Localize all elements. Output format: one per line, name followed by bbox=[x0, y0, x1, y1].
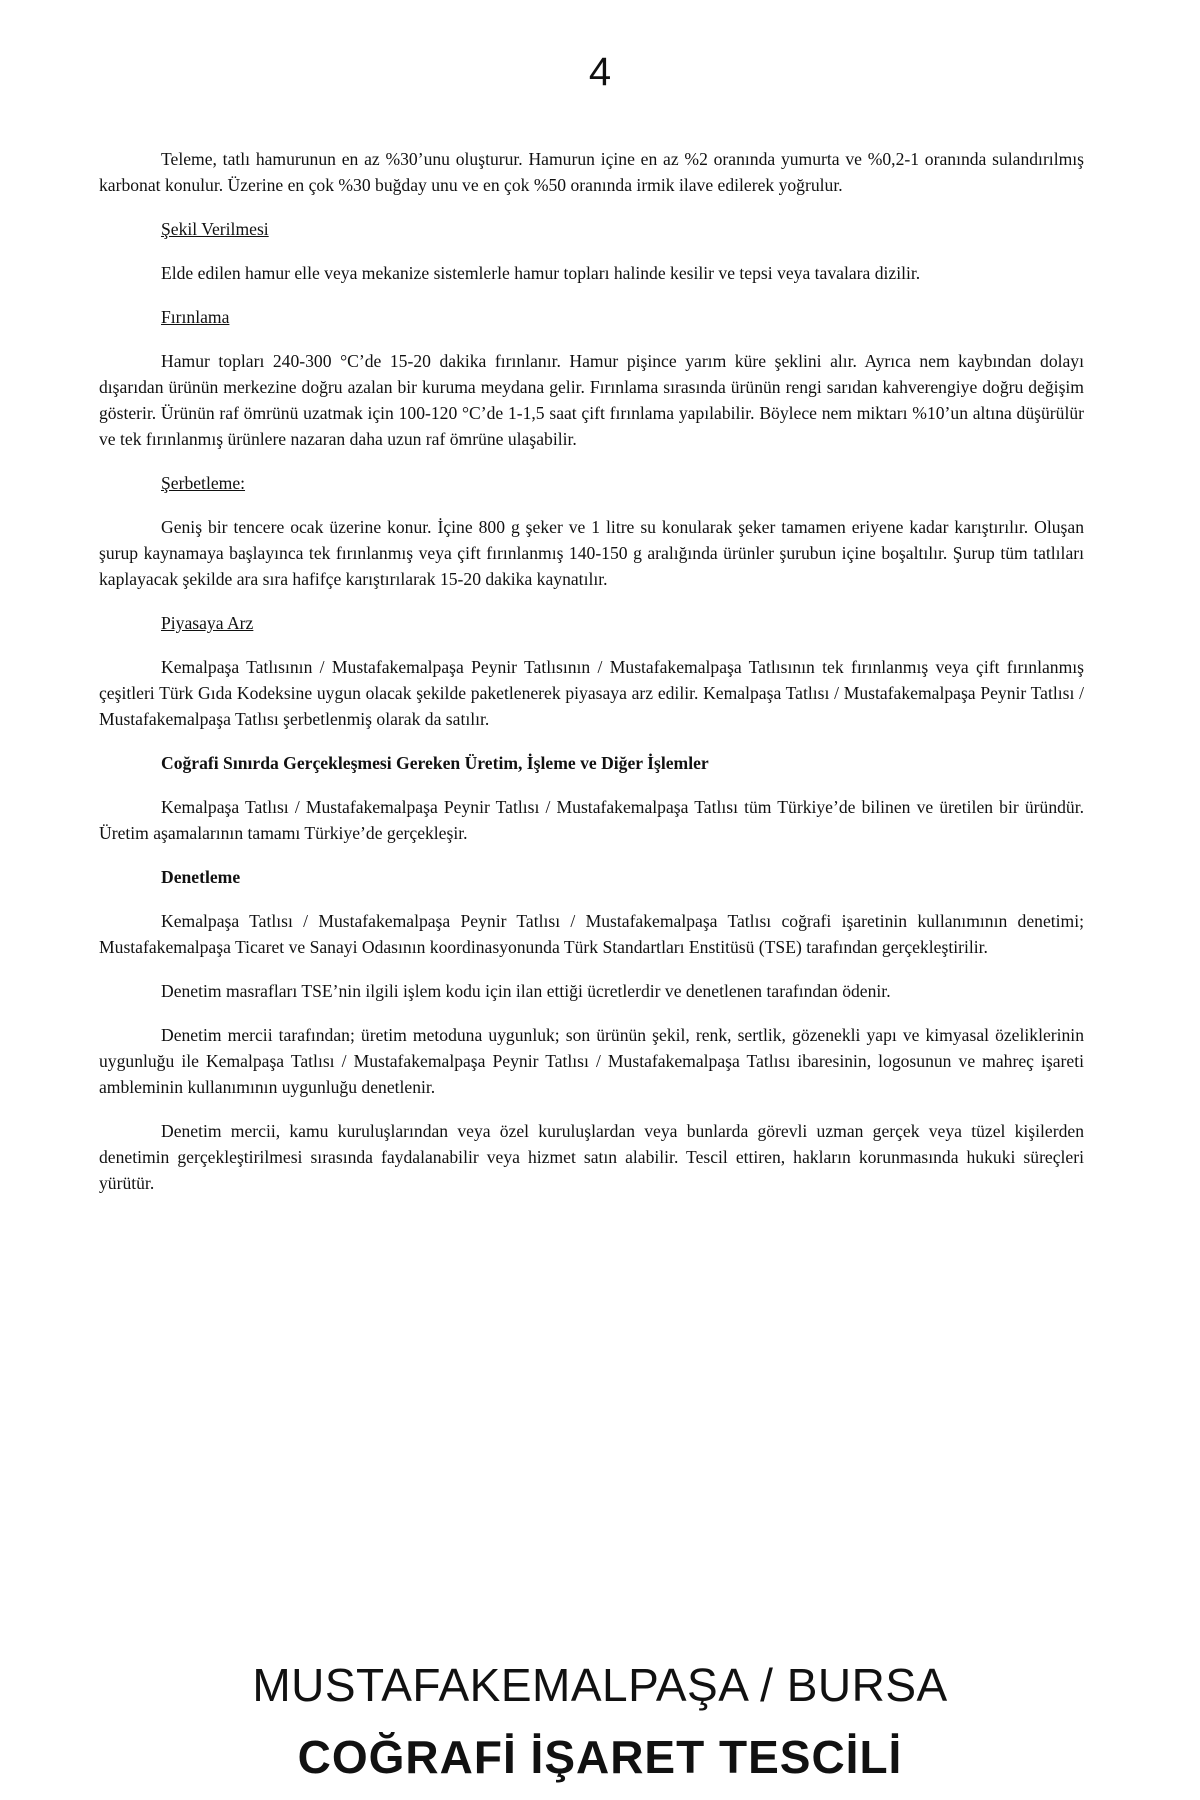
heading-firinlama: Fırınlama bbox=[161, 307, 230, 327]
paragraph-denetleme-4: Denetim mercii, kamu kuruluşlarından veya özel kuruluşlardan veya bunlarda görevli uzman gerçek veya tüzel kişilerden denetimin gerçekleştirilmesi sırasında faydalanabilir veya hizmet satın alabilir. Tescil ettiren, hakların korunmasında hukuki süreçleri yürütür. bbox=[99, 1121, 1084, 1193]
heading-cografi-sinir: Coğrafi Sınırda Gerçekleşmesi Gereken Üretim, İşleme ve Diğer İşlemler bbox=[161, 753, 709, 773]
paragraph-cografi-sinir: Kemalpaşa Tatlısı / Mustafakemalpaşa Peynir Tatlısı / Mustafakemalpaşa Tatlısı tüm Türkiye’de bilinen ve üretilen bir üründür. Üretim aşamalarının tamamı Türkiye’de gerçekleşir. bbox=[99, 797, 1084, 843]
heading-sekil-verilmesi: Şekil Verilmesi bbox=[161, 219, 269, 239]
paragraph-piyasaya-arz: Kemalpaşa Tatlısının / Mustafakemalpaşa Peynir Tatlısının / Mustafakemalpaşa Tatlısının tek fırınlanmış veya çift fırınlanmış çeşitleri Türk Gıda Kodeksine uygun olacak şekilde paketlenerek piyasaya arz edilir. Kemalpaşa Tatlısı / Mustafakemalpaşa Peynir Tatlısı / Mustafakemalpaşa Tatlısı şerbetlenmiş olarak da satılır. bbox=[99, 657, 1084, 729]
footer-registration-title: COĞRAFİ İŞARET TESCİLİ bbox=[297, 1731, 903, 1783]
footer-location: MUSTAFAKEMALPAŞA / BURSA bbox=[252, 1659, 948, 1711]
document-body bbox=[99, 146, 1084, 1214]
paragraph-serbetleme: Geniş bir tencere ocak üzerine konur. İçine 800 g şeker ve 1 litre su konularak şeker tamamen eriyene kadar karıştırılır. Oluşan şurup kaynamaya başlayınca tek fırınlanmış veya çift fırınlanmış 140-150 g aralığında ürünler şurubun içine boşaltılır. Şurup tüm tatlıları kaplayacak şekilde ara sıra hafifçe karıştırılarak 15-20 dakika kaynatılır. bbox=[99, 517, 1084, 589]
paragraph-sekil-verilmesi: Elde edilen hamur elle veya mekanize sistemlerle hamur topları halinde kesilir ve tepsi veya tavalara dizilir. bbox=[161, 263, 921, 283]
paragraph-teleme: Teleme, tatlı hamurunun en az %30’unu oluşturur. Hamurun içine en az %2 oranında yumurta ve %0,2-1 oranında sulandırılmış karbonat konulur. Üzerine en çok %30 buğday unu ve en çok %50 oranında irmik ilave edilerek yoğrulur. bbox=[99, 149, 1084, 195]
heading-piyasaya-arz: Piyasaya Arz bbox=[161, 613, 254, 633]
paragraph-denetleme-2: Denetim masrafları TSE’nin ilgili işlem kodu için ilan ettiği ücretlerdir ve denetlenen tarafından ödenir. bbox=[161, 981, 891, 1001]
paragraph-denetleme-1: Kemalpaşa Tatlısı / Mustafakemalpaşa Peynir Tatlısı / Mustafakemalpaşa Tatlısı coğrafi işaretinin kullanımının denetimi; Mustafakemalpaşa Ticaret ve Sanayi Odasının koordinasyonunda Türk Standartları Enstitüsü (TSE) tarafından gerçekleştirilir. bbox=[99, 911, 1084, 957]
heading-serbetleme: Şerbetleme: bbox=[161, 473, 246, 493]
paragraph-firinlama: Hamur topları 240-300 °C’de 15-20 dakika fırınlanır. Hamur pişince yarım küre şeklini alır. Ayrıca nem kaybından dolayı dışarıdan ürünün merkezine doğru azalan bir kuruma meydana gelir. Fırınlama sırasında ürünün rengi sarıdan kahverengiye doğru değişim gösterir. Ürünün raf ömrünü uzatmak için 100-120 °C’de 1-1,5 saat çift fırınlama yapılabilir. Böylece nem miktarı %10’un altına düşürülür ve tek fırınlanmış ürünlere nazaran daha uzun raf ömrüne ulaşabilir. bbox=[99, 351, 1084, 449]
heading-denetleme: Denetleme bbox=[161, 867, 241, 887]
page-number: 4 bbox=[588, 50, 612, 94]
paragraph-denetleme-3: Denetim mercii tarafından; üretim metoduna uygunluk; son ürünün şekil, renk, sertlik, gözenekli yapı ve kimyasal özeliklerinin uygunluğu ile Kemalpaşa Tatlısı / Mustafakemalpaşa Peynir Tatlısı / Mustafakemalpaşa Tatlısı ibaresinin, logosunun ve mahreç işareti ambleminin kullanımının uygunluğu denetlenir. bbox=[99, 1025, 1084, 1097]
